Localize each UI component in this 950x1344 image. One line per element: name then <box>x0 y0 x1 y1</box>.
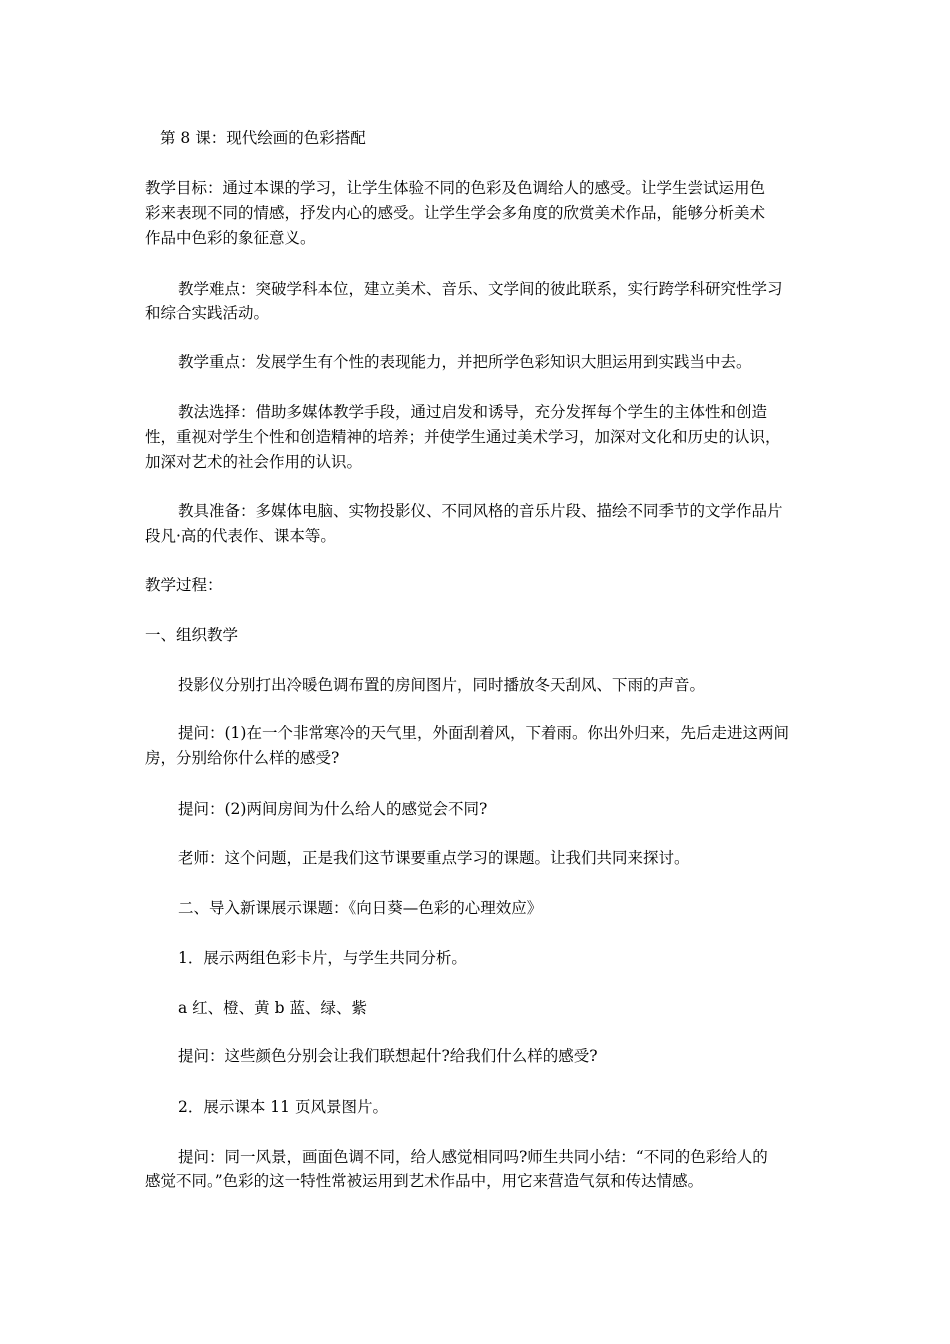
methods-line: 加深对艺术的社会作用的认识。 <box>145 453 363 471</box>
methods-line: 教法选择：借助多媒体教学手段，通过启发和诱导，充分发挥每个学生的主体性和创造 <box>178 403 768 421</box>
lesson-title: 第 8 课：现代绘画的色彩搭配 <box>160 129 366 147</box>
difficulties-line: 教学难点：突破学科本位，建立美术、音乐、文学间的彼此联系，实行跨学科研究性学习 <box>178 280 783 298</box>
section-2-heading: 二、导入新课展示课题：《向日葵—色彩的心理效应》 <box>178 899 543 917</box>
question-1-line: 房，分别给你什么样的感受? <box>145 749 340 767</box>
question-2-paragraph: 提问：(2)两间房间为什么给人的感觉会不同? <box>178 800 488 818</box>
difficulties-line: 和综合实践活动。 <box>145 304 270 322</box>
process-heading: 教学过程： <box>145 576 223 594</box>
question-1-line: 提问：(1)在一个非常寒冷的天气里，外面刮着风，下着雨。你出外归来，先后走进这两间 <box>178 724 789 742</box>
color-groups: a 红、橙、黄 b 蓝、绿、紫 <box>178 999 367 1017</box>
materials-line: 教具准备：多媒体电脑、实物投影仪、不同风格的音乐片段、描绘不同季节的文学作品片 <box>178 502 783 520</box>
item-1: 1．展示两组色彩卡片，与学生共同分析。 <box>178 949 467 967</box>
methods-line: 性，重视对学生个性和创造精神的培养；并使学生通过美术学习，加深对文化和历史的认识， <box>145 428 781 446</box>
materials-line: 段凡·高的代表作、课本等。 <box>145 527 336 545</box>
objectives-line: 作品中色彩的象征意义。 <box>145 229 316 247</box>
item-2: 2．展示课本 11 页风景图片。 <box>178 1098 388 1116</box>
teacher-paragraph: 老师：这个问题，正是我们这节课要重点学习的课题。让我们共同来探讨。 <box>178 849 690 867</box>
objectives-line: 教学目标：通过本课的学习，让学生体验不同的色彩及色调给人的感受。让学生尝试运用色 <box>145 179 766 197</box>
section-1-heading: 一、组织教学 <box>145 626 239 644</box>
question-3-paragraph: 提问：这些颜色分别会让我们联想起什?给我们什么样的感受? <box>178 1047 598 1065</box>
projector-paragraph: 投影仪分别打出冷暖色调布置的房间图片，同时播放冬天刮风、下雨的声音。 <box>178 676 706 694</box>
objectives-line: 彩来表现不同的情感，抒发内心的感受。让学生学会多角度的欣赏美术作品，能够分析美术 <box>145 204 766 222</box>
question-4-line: 提问：同一风景，画面色调不同，给人感觉相同吗?师生共同小结：“不同的色彩给人的 <box>178 1148 768 1166</box>
key-points-line: 教学重点：发展学生有个性的表现能力，并把所学色彩知识大胆运用到实践当中去。 <box>178 353 752 371</box>
question-4-line: 感觉不同。”色彩的这一特性常被运用到艺术作品中，用它来营造气氛和传达情感。 <box>145 1172 704 1190</box>
